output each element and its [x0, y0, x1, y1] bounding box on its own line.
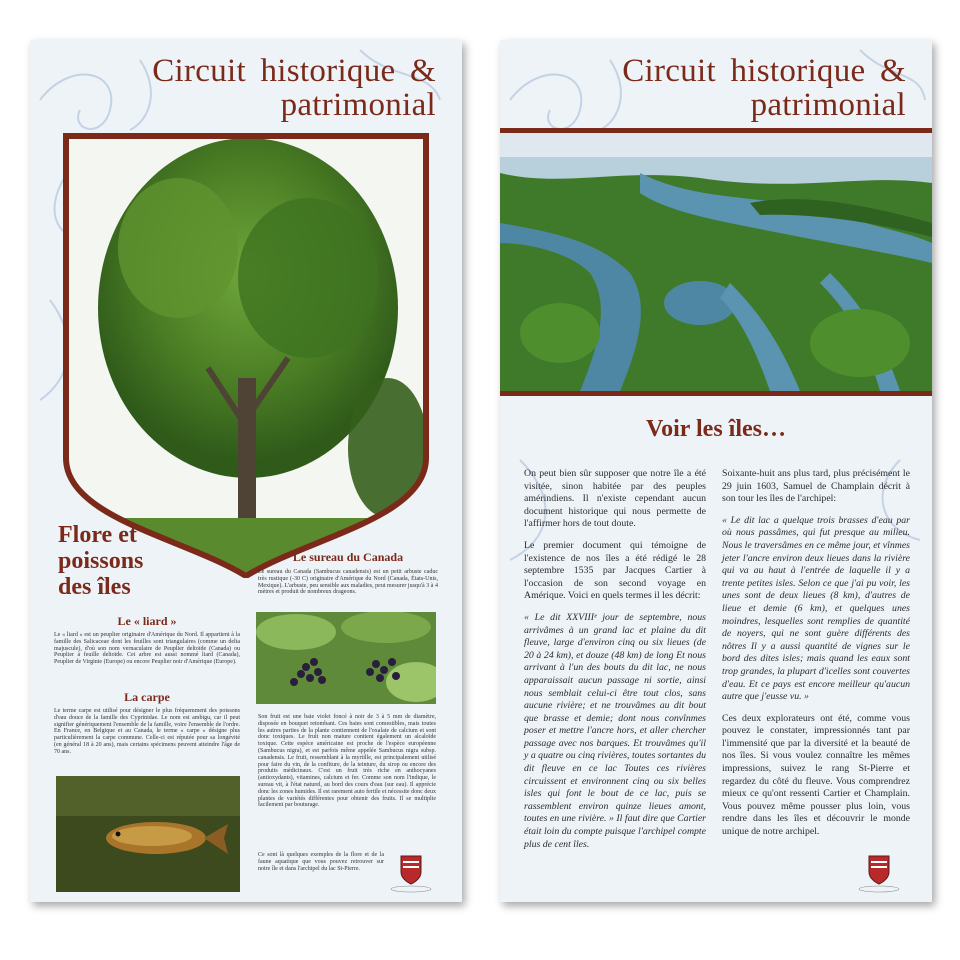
- carp-photo: [56, 776, 240, 892]
- carpe-section: [54, 690, 240, 756]
- photo-bottom-bar: [500, 391, 932, 396]
- paragraph-4: Soixante-huit ans plus tard, plus précisément le 29 juin 1603, Samuel de Champlain décrit à son tour les îles de l'archipel:: [722, 468, 910, 505]
- right-brochure-panel: [500, 40, 932, 902]
- cartier-quote: « Le dit XXVIIIᵉ jour de septembre, nous arrivâmes à un grand lac et plaine du dit fleuve, large d'environ cinq ou six lieues (de 20 à 24 km), et douze (48 km) de long Et nous arrivant à l'un des bouts du dit lac, ne nous apparaissait aucun passage ni sortie, ainsi nous semblait celui-ci être tout clos, sans aucune rivière; et ne trouvâmes au dit bout que brasse et demie; dont nous convînmes poser et mettre l'ancre hors, et aller chercher passage avec nos barques. Et trouvâmes qu'il y a quatre ou cinq rivières, toutes sortantes du dit fleuve en ce lac Toutes ces rivières circuissent et environnent cinq ou six belles isles qui font le bout de ce lac, puis se rassemblent environ quinze lieues amont, toutes en une rivière. » Il faut dire que Cartier était loin du compte puisque l'archipel compte plus de cent îles.: [524, 611, 706, 850]
- sureau-section: [258, 550, 438, 596]
- closing-section: [258, 852, 384, 872]
- carpe-text: Le terme carpe est utilisé pour désigner le plus fréquemment des poissons d'eau douce de la famille des Cyprinidae. Le nom est ambigu, car il peut signifier génériquement l'ensemble de la famille, voire l'ensemble de l'ordre. En France, en Belgique et au Canada, le terme « carpe » désigne plus particulièrement la carpe commune. Celle-ci est réputée pour sa longévité (en général 18 à 20 ans), mais certains spécimens peuvent atteindre l'âge de 70 ans.: [54, 708, 240, 755]
- fruit-section: [258, 714, 436, 809]
- liard-section: [54, 614, 240, 666]
- text-column-right: [722, 468, 910, 848]
- panel-title: [152, 54, 436, 122]
- text-column-left: [524, 468, 706, 860]
- paragraph-2: Le premier document qui témoigne de l'existence de nos îles a été rédigé le 28 septembre 1535 par Jacques Cartier à l'occasion de son second voyage en Amérique. Voici en quels termes il les décrit:: [524, 539, 706, 602]
- panel-title: [622, 54, 906, 122]
- flore-heading-line-2: poissons: [58, 548, 144, 574]
- carpe-title: La carpe: [124, 690, 170, 704]
- liard-title: Le « liard »: [117, 614, 177, 628]
- tree-photo-frame: [58, 128, 434, 578]
- title-line-1: Circuit historique &: [152, 53, 436, 89]
- fruit-text: Son fruit est une baie violet foncé à noir de 3 à 5 mm de diamètre, disposée en bouquet retombant. Ces baies sont comestibles, mais toutes les autres parties de la plante contiennent de l'oxalate de calcium et sont donc toxiques. Le fruit non mature contient également un alcaloïde toxique. Cette espèce américaine est proche de l'espèce européenne (Sambucus nigra), et est parfois même appelée Sambucus nigra subsp. canadensis. Le fruit, ressemblant à la myrtille, est principalement utilisé pour faire du vin, de la confiture, de la teinture, du sirop ou encore des produits médicinaux. C'est un fruit très riche en anthocyanes (antioxydants), vitamines, calcium et fer. Comme son nom l'indique, le sureau vit, à l'état naturel, au bord des cours d'eau (sur eau). Il apprécie donc les zones humides. Il est rarement auto fertile et nécessite donc deux plantes de variétés différentes pour obtenir des fruits. Il se multiplie facilement par bouturage.: [258, 714, 436, 809]
- flore-heading-line-3: des îles: [58, 574, 131, 600]
- paragraph-1: On peut bien sûr supposer que notre île a été visitée, sinon habitée par des peuples amérindiens. Il n'existe cependant aucun document historique qui nous permette de l'affirmer hors de tout doute.: [524, 468, 706, 530]
- sureau-text: Le sureau du Canada (Sambucus canadensis) est un petit arbuste caduc très rustique (-30 C) originaire d'Amérique du Nord (Canada, États-Unis, Mexique). L'arbuste, peu sensible aux maladies, peut mesurer jusqu'à 3 à 4 mètres et produit de nombreux drageons.: [258, 569, 438, 596]
- elderberry-photo: [256, 612, 436, 704]
- title-line-1: Circuit historique &: [622, 53, 906, 89]
- left-brochure-panel: [30, 40, 462, 902]
- sureau-title: Le sureau du Canada: [292, 550, 404, 564]
- aerial-islands-photo: [500, 133, 932, 391]
- flore-heading: [58, 522, 218, 600]
- closing-text: Ce sont là quelques exemples de la flore et de la faune aquatique que vous pouvez retrouver sur notre île et dans l'archipel du lac St-Pierre.: [258, 852, 384, 872]
- flore-heading-line-1: Flore et: [58, 522, 137, 548]
- champlain-quote: « Le dit lac a quelque trois brasses d'eau par où nous passâmes, qui fut presque au milieu. Nous le traversâmes en ce même jour, et vînmes jeter l'ancre environ deux lieues dans la rivière qui va au haut à l'entrée de laquelle il y a trente petites isles. Selon ce que j'ai pu voir, les unes sont de deux lieues (8 km), d'autres de lieue et demie (6 km), et quelques unes moindres, lesquelles sont remplies de quantité de noyers, qui ne sont guère différents des nôtres Il y a aussi quantité de vignes sur le bord des dites isles; mais quand les eaux sont trop grandes, la plupart d'icelles sont couvertes d'eau. Et ce pays est encore meilleur qu'aucun autre que j'eusse vu. »: [722, 514, 910, 703]
- section-heading: Voir les îles…: [645, 416, 786, 442]
- municipal-crest-logo: [388, 852, 434, 894]
- title-line-2: patrimonial: [280, 87, 436, 123]
- paragraph-6: Ces deux explorateurs ont été, comme vous pouvez le constater, impressionnés tant par l'immensité que par la diversité et la beauté de nos îles. Si vous voulez connaître les mêmes impressions, suivez le rang St-Pierre et regardez du côté du fleuve. Vous comprendrez mieux ce qu'ont ressenti Cartier et Champlain. Vous pouvez même pousser plus loin, vous rendre dans les îles et découvrir le monde unique de notre archipel.: [722, 712, 910, 838]
- municipal-crest-logo: [856, 852, 902, 894]
- title-line-2: patrimonial: [750, 87, 906, 123]
- liard-text: Le « liard » est un peuplier originaire d'Amérique du Nord. Il appartient à la famille des Salicaceae dont les feuilles sont triangulaires (comme un delta majuscule), d'où son nom vernaculaire de Peuplier deltoïde (Canada) ou Peuplier à feuille deltoïde. Cet arbre est aussi nommé liard (Canada), Peuplier de Virginie (Europe) ou encore Peuplier noir d'Amérique (Europe).: [54, 632, 240, 666]
